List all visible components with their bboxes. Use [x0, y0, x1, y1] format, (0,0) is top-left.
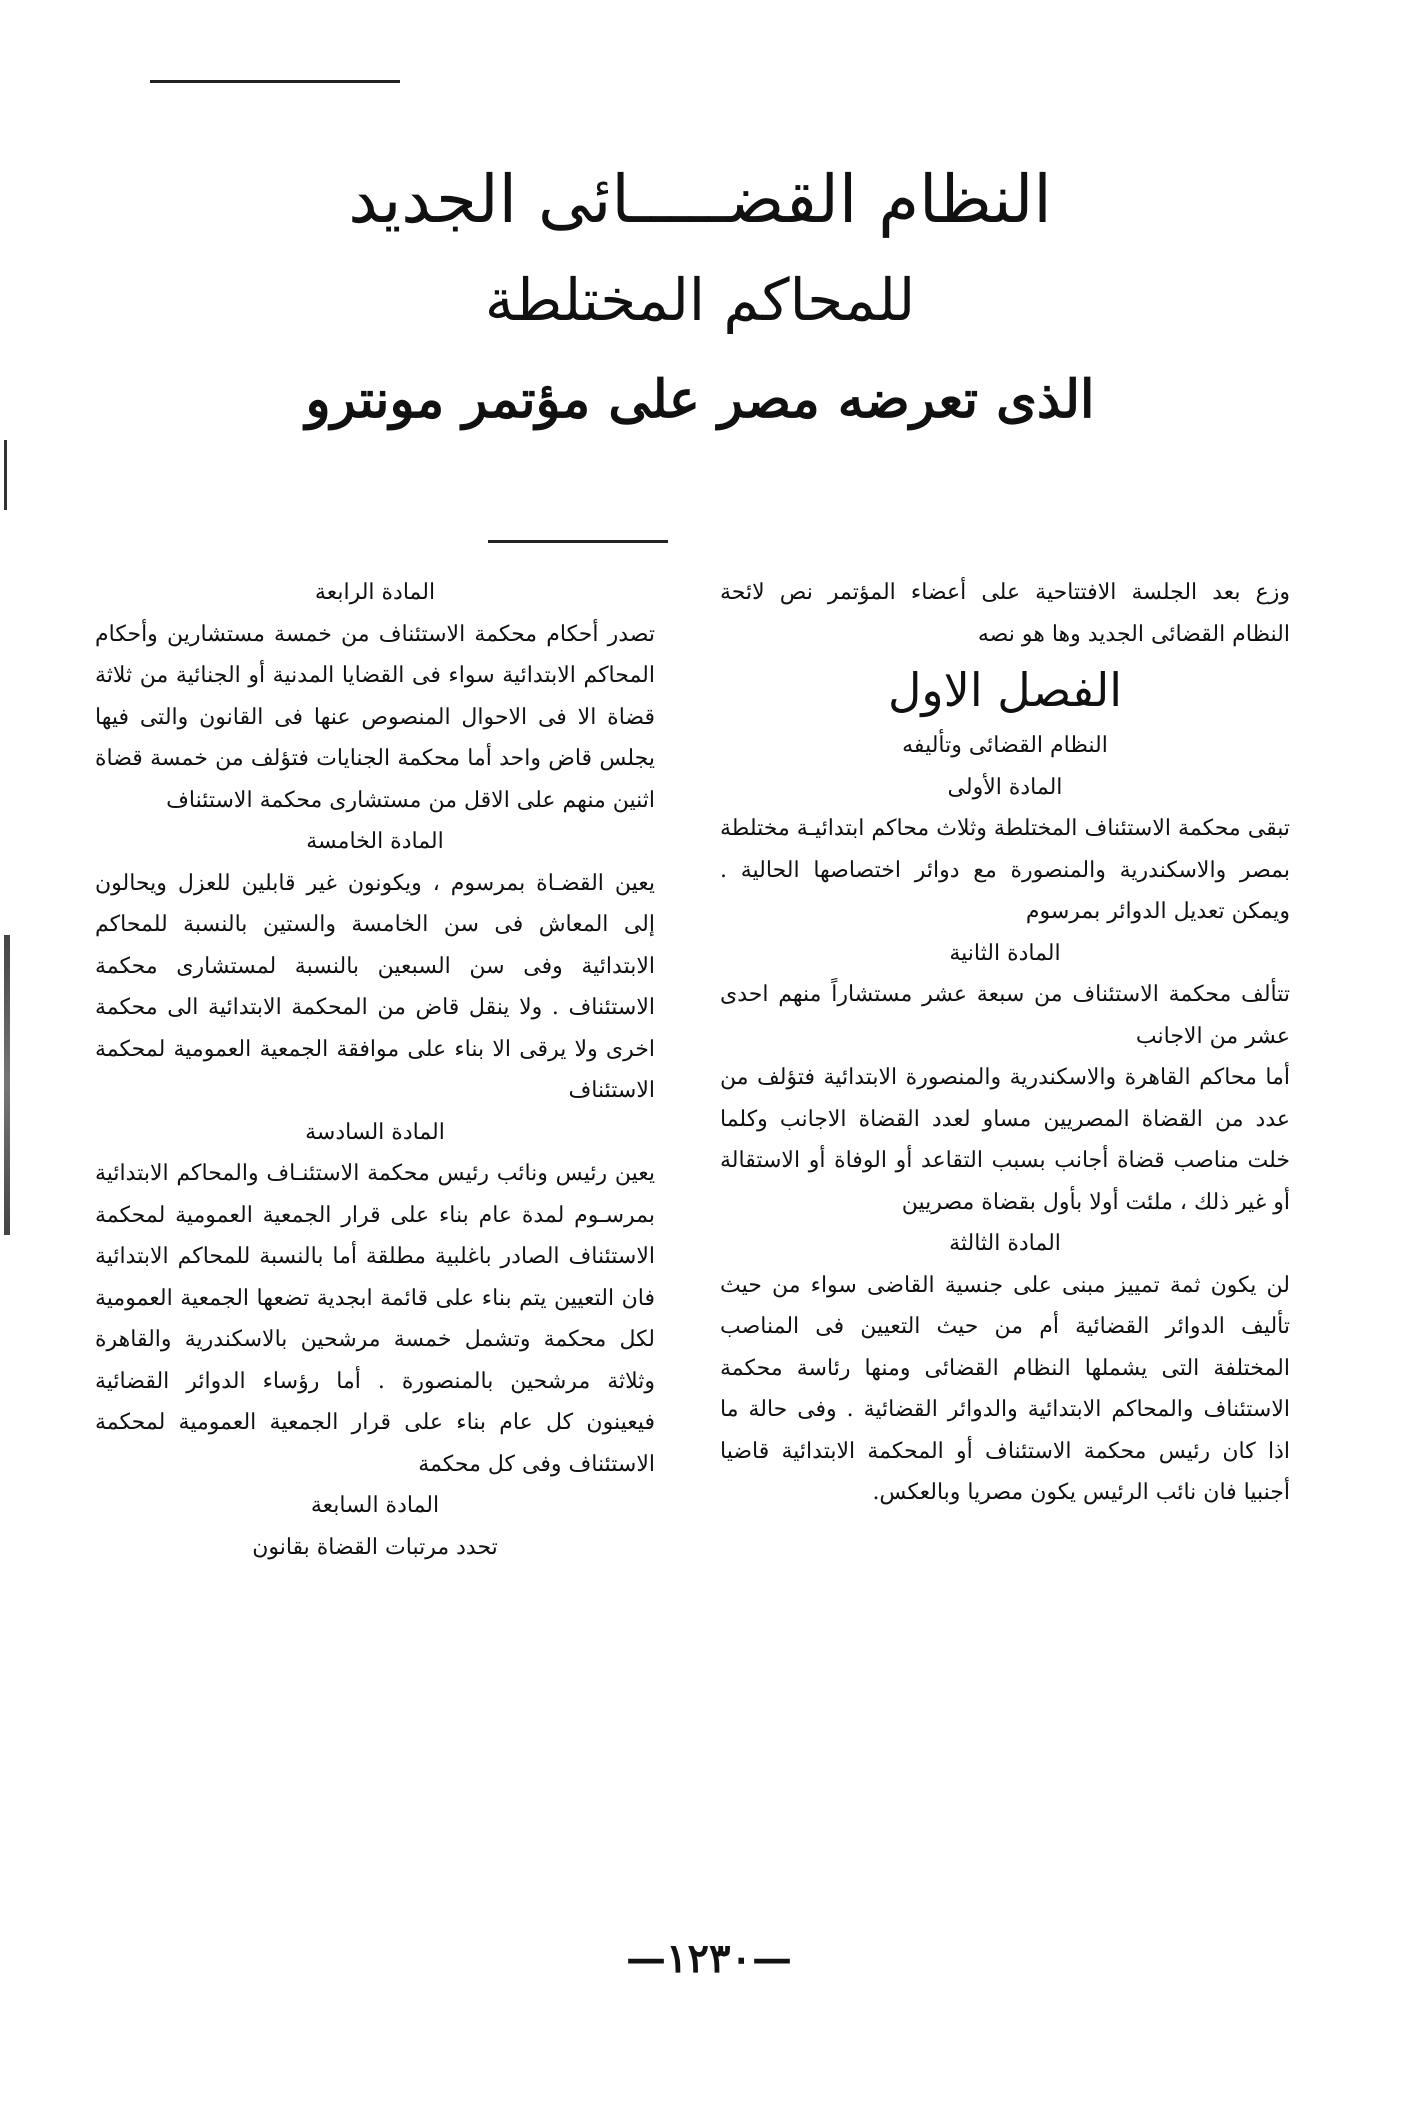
page-subtitle: للمحاكم المختلطة: [484, 266, 916, 334]
margin-mark: [4, 440, 7, 510]
top-rule: [150, 80, 400, 83]
article-7-text: تحدد مرتبات القضاة بقانون: [252, 1534, 498, 1560]
article-1-text: تبقى محكمة الاستئناف المختلطة وثلاث محاكم ابتدائيـة مختلطة بمصر والاسكندرية والمنصورة مع دوائر اختصاصها الحالية . ويمكن تعديل الدوائر بمرسوم: [720, 816, 1290, 924]
page-title: النظام القضـــــائى الجديد: [348, 161, 1052, 238]
article-3-text: لن يكون ثمة تمييز مبنى على جنسية القاضى سواء من حيث تأليف الدوائر القضائية أم من حيث التعيين فى المناصب المختلفة التى يشملها النظام القضائى ومنها رئاسة محكمة الاستئناف والمحاكم الابتدائية والدوائر القضائية . وفى حالة ما اذا كان رئيس محكمة الاستئناف أو المحكمة الابتدائية قاضيا أجنبيا فان نائب الرئيس يكون مصريا وبالعكس.: [720, 1272, 1290, 1505]
article-5-heading: المادة الخامسة: [306, 829, 444, 854]
article-6-text: يعين رئيس ونائب رئيس محكمة الاستئنـاف والمحاكم الابتدائية بمرسـوم لمدة عام بناء على قرار الجمعية العمومية لمحكمة الاستئناف الصادر باغلبية مطلقة أما بالنسبة للمحاكم الابتدائية فان التعيين يتم بناء على قائمة ابجدية تضعها الجمعية العمومية لكل محكمة وتشمل خمسة مرشحين بالاسكندرية والقاهرة وثلاثة مرشحين بالمنصورة . أما رؤساء الدوائر القضائية فيعينون كل عام بناء على قرار الجمعية العمومية لمحكمة الاستئناف وفى كل محكمة: [95, 1161, 655, 1477]
chapter-heading: الفصل الاول: [887, 663, 1123, 717]
page-number: —١٢٣٠—: [626, 1935, 792, 1982]
section-title: النظام القضائى وتأليفه: [902, 733, 1108, 758]
title-rule: [488, 540, 668, 543]
intro-text: وزع بعد الجلسة الافتتاحية على أعضاء المؤتمر نص لائحة النظام القضائى الجديد وها هو نصه: [720, 580, 1290, 647]
article-5-text: يعين القضـاة بمرسوم ، ويكونون غير قابلين للعزل ويحالون إلى المعاش فى سن الخامسة والستين بالنسبة للمحاكم الابتدائية وفى سن السبعين بالنسبة لمستشارى محكمة الاستئناف . ولا ينقل قاض من المحكمة الابتدائية الى محكمة اخرى ولا يرقى الا بناء على موافقة الجمعية العمومية لمحكمة الاستئناف: [95, 870, 655, 1103]
page-tagline: الذى تعرضه مصر على مؤتمر مونترو: [305, 369, 1095, 430]
left-column: [95, 572, 655, 1568]
right-column: [720, 572, 1290, 1514]
title-block: [200, 150, 1200, 450]
article-1-heading: المادة الأولى: [947, 774, 1063, 800]
article-2-text-continued: أما محاكم القاهرة والاسكندرية والمنصورة الابتدائية فتؤلف من عدد من القضاة المصريين مساو لعدد القضاة الاجانب وكلما خلت مناصب قضاة أجانب بسبب التقاعد أو الوفاة أو الاستقالة أو غير ذلك ، ملئت أولا بأول بقضاة مصريين: [720, 1065, 1290, 1215]
article-3-heading: المادة الثالثة: [949, 1231, 1061, 1256]
article-2-text: تتألف محكمة الاستئناف من سبعة عشر مستشاراً منهم احدى عشر من الاجانب: [720, 982, 1290, 1049]
article-6-heading: المادة السادسة: [305, 1119, 445, 1145]
article-7-heading: المادة السابعة: [310, 1493, 440, 1518]
article-4-heading: المادة الرابعة: [314, 580, 436, 605]
article-2-heading: المادة الثانية: [949, 940, 1061, 966]
article-4-text: تصدر أحكام محكمة الاستئناف من خمسة مستشارين وأحكام المحاكم الابتدائية سواء فى القضايا المدنية أو الجنائية من ثلاثة قضاة الا فى الاحوال المنصوص عنها فى القانون والتى فيها يجلس قاض واحد أما محكمة الجنايات فتؤلف من خمسة قضاة اثنين منهم على الاقل من مستشارى محكمة الاستئناف: [95, 621, 655, 813]
margin-binding-mark: [4, 935, 10, 1235]
